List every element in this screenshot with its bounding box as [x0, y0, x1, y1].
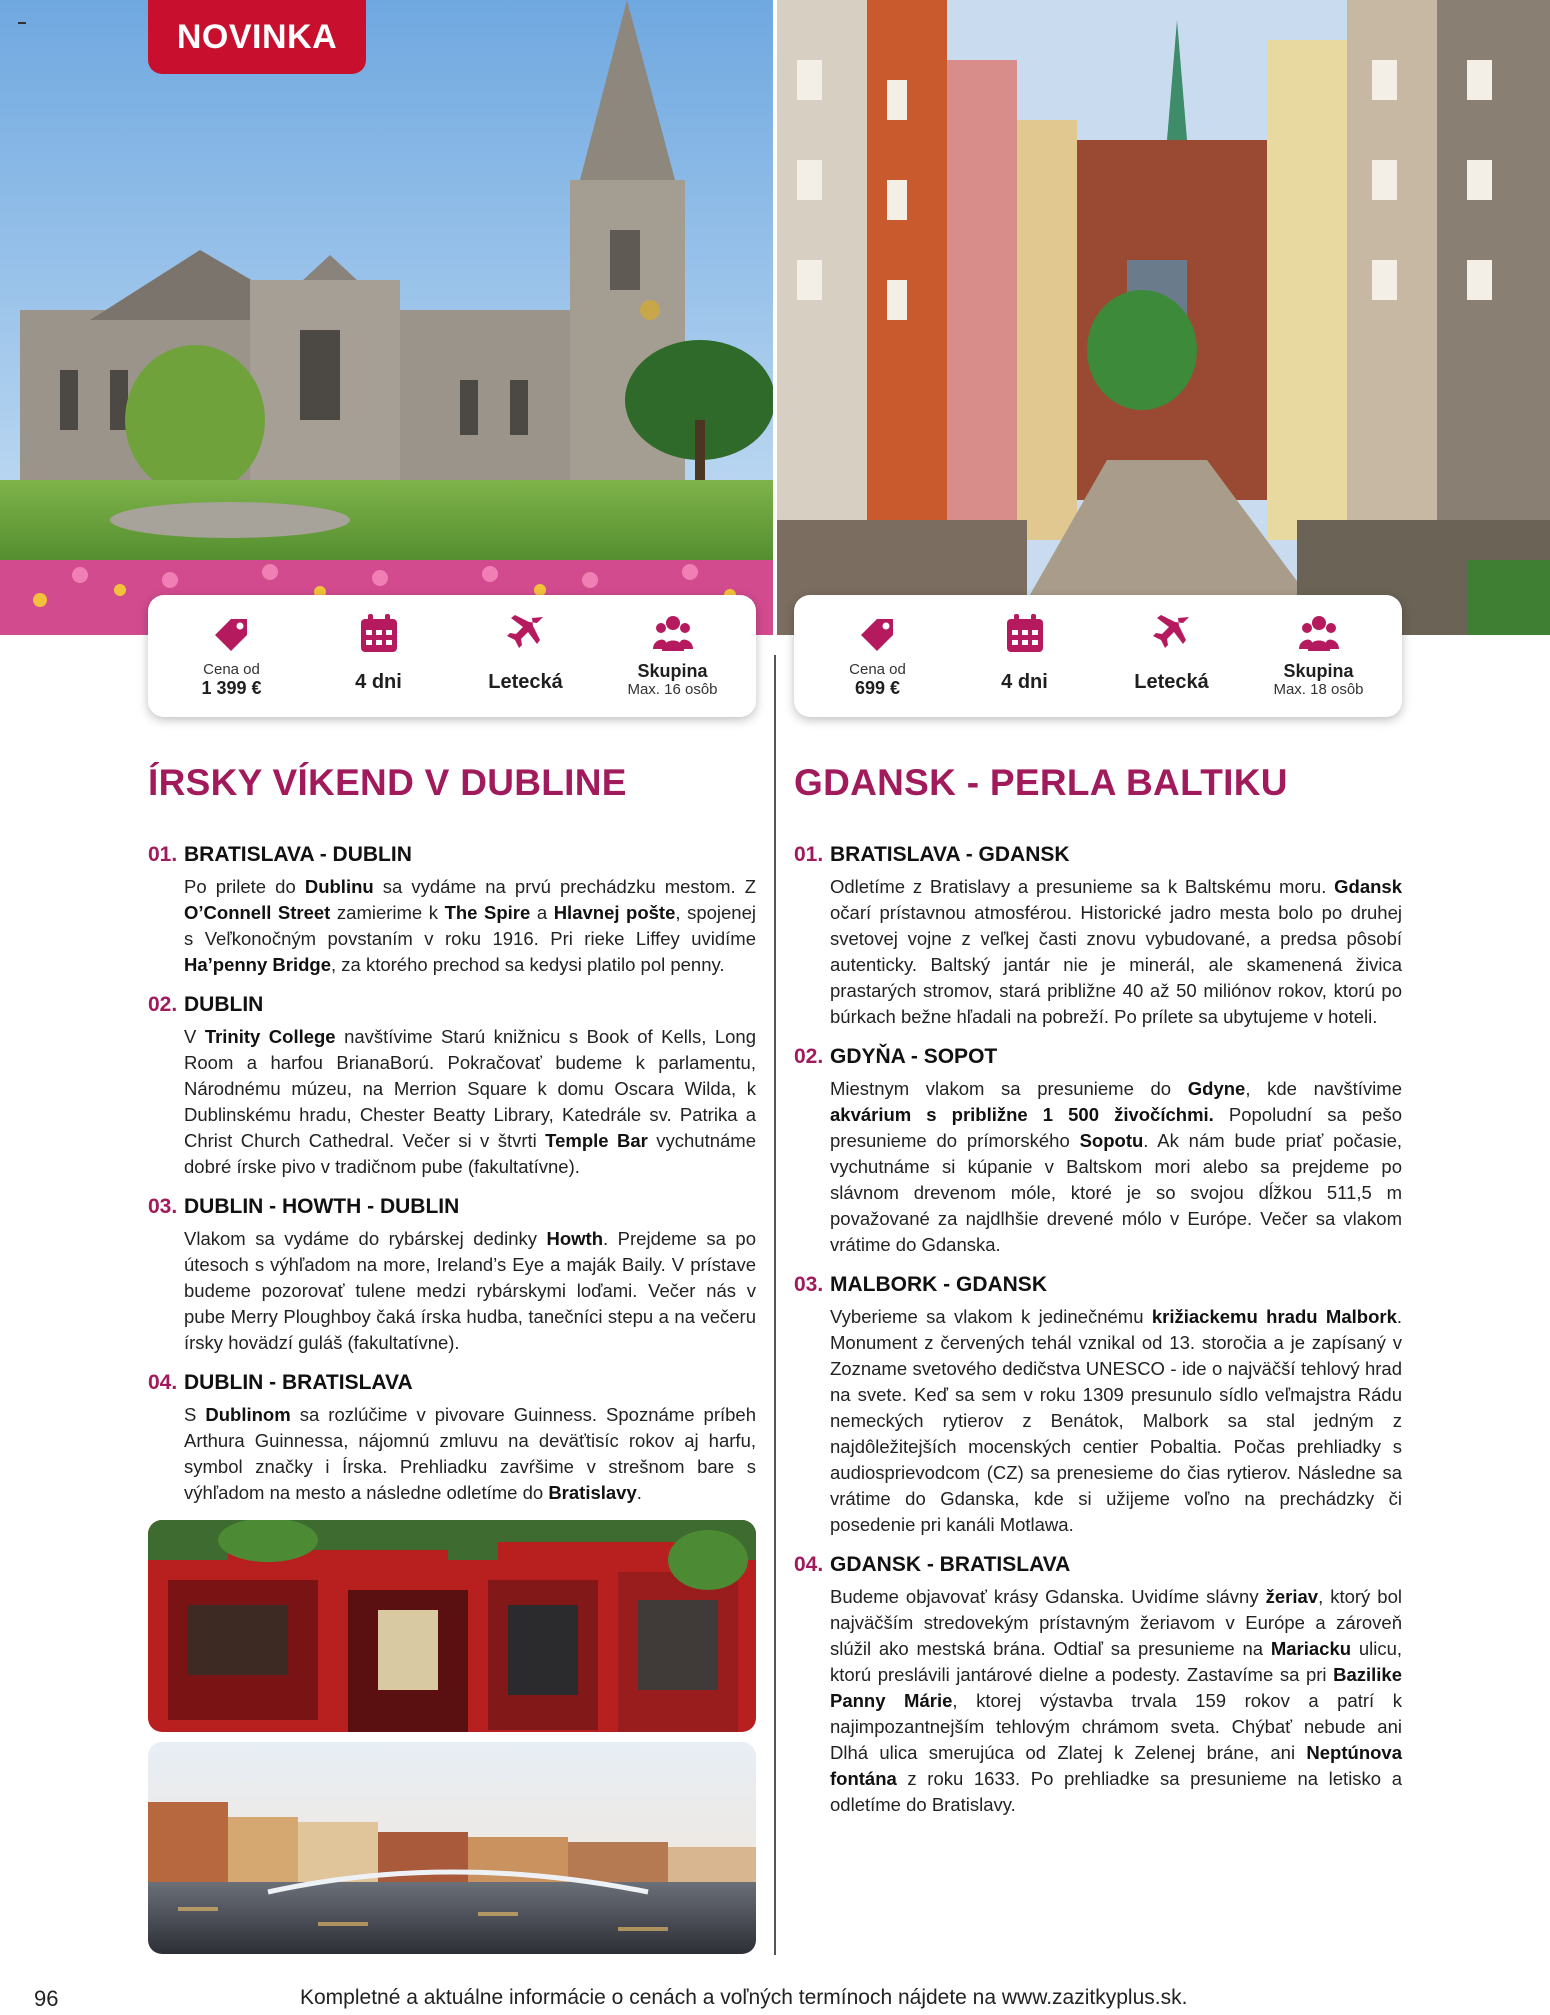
day-number: 02. — [794, 1045, 824, 1068]
day-title: MALBORK - GDANSK — [830, 1273, 1047, 1296]
dublin-cathedral-photo — [0, 0, 773, 635]
calendar-icon — [358, 613, 400, 655]
day-number: 01. — [794, 843, 824, 866]
transport-value: Letecká — [488, 671, 563, 693]
gdansk-street-photo — [777, 0, 1550, 635]
day-description: Vyberieme sa vlakom k jedinečnému križiackemu hradu Malbork. Monument z červených tehál vznikal od 13. storočia a je zapísaný v Zozname svetového dedičstva UNESCO - ide o najväčší tehlový hrad na svete. Keď sa sem v roku 1309 presunulo sídlo veľmajstra Rádu nemeckých rytierov z Benátok, Malbork sa stal jedným z najdôležitejších mocenských centier Pobaltia. Počas prehliadky s audiosprievodcom (CZ) sa prenesieme do čias rytierov. Následne sa vrátime do Gdanska, kde si užijeme voľno na prechádzky či posedenie pri kanáli Motlawa. — [830, 1306, 1402, 1535]
footer-note: Kompletné a aktuálne informácie o cenách a voľných termínoch nájdete na www.zazitkyplus.sk. — [300, 1986, 1188, 2009]
dublin-river-photo — [148, 1742, 756, 1954]
airplane-icon — [1151, 613, 1193, 655]
itinerary-day — [794, 842, 1402, 1030]
price-label: Cena od — [203, 661, 260, 678]
day-description: Odletíme z Bratislavy a presunieme sa k Baltskému moru. Gdansk očarí prístavnou atmosférou. Historické jadro mesta bolo po druhej svetovej vojne z veľkej časti znovu vybudované, a predsa pôsobí autenticky. Baltský jantár nie je minerál, ale skamenená živica prastarých stromov, stará približne 40 až 50 miliónov rokov, ktorú po búrkach bežne hľadali na pobreží. Po prílete sa ubytujeme v hoteli. — [830, 876, 1402, 1027]
transport-value: Letecká — [1134, 671, 1209, 693]
price-tag-icon — [211, 613, 253, 655]
price-info — [162, 613, 302, 703]
price-tag-icon — [857, 613, 899, 655]
itinerary-day — [148, 1370, 756, 1506]
day-number: 02. — [148, 993, 178, 1016]
tour-info-card-dublin — [148, 595, 756, 717]
itinerary-day — [794, 1552, 1402, 1818]
group-size: Max. 16 osôb — [627, 681, 718, 698]
itinerary-dublin — [148, 842, 756, 1506]
tour-title-dublin: ÍRSKY VÍKEND V DUBLINE — [148, 762, 627, 803]
itinerary-day — [148, 1194, 756, 1356]
duration-value: 4 dni — [1001, 671, 1048, 693]
day-description: Miestnym vlakom sa presunieme do Gdyne, kde navštívime akvárium s približne 1 500 živočíchmi. Popoludní sa pešo presunieme do prímorského Sopotu. Ak nám bude priať počasie, vychutnáme si kúpanie v Baltskom mori alebo sa prejdeme po slávnom drevenom móle, ktoré je so svojou dĺžkou 511,5 m považované za najdlhšie drevené mólo v Európe. Večer sa vlakom vrátime do Gdanska. — [830, 1078, 1403, 1255]
day-title: DUBLIN - HOWTH - DUBLIN — [184, 1195, 460, 1218]
transport-info — [456, 613, 596, 703]
group-icon — [652, 613, 694, 655]
group-info — [603, 613, 743, 703]
group-label: Skupina — [1283, 661, 1354, 681]
day-title: BRATISLAVA - GDANSK — [830, 843, 1070, 866]
itinerary-day — [794, 1044, 1402, 1258]
price-value: 1 399 € — [201, 678, 262, 698]
itinerary-day — [148, 992, 756, 1180]
duration-value: 4 dni — [355, 671, 402, 693]
price-label: Cena od — [849, 661, 906, 678]
duration-info — [955, 613, 1095, 703]
day-number: 03. — [794, 1273, 824, 1296]
group-info — [1249, 613, 1389, 703]
temple-bar-photo — [148, 1520, 756, 1732]
day-description: S Dublinom sa rozlúčime v pivovare Guinness. Spoznáme príbeh Arthura Guinnessa, nájomnú zmluvu na deväťtisíc rokov aj harfu, symbol značky i Írska. Prehliadku zavŕšime v strešnom bare s výhľadom na mesto a následne odletíme do Bratislavy. — [184, 1404, 756, 1503]
tour-title-gdansk: GDANSK - PERLA BALTIKU — [794, 762, 1288, 803]
duration-info — [309, 613, 449, 703]
itinerary-day — [148, 842, 756, 978]
day-description: Budeme objavovať krásy Gdanska. Uvidíme slávny žeriav, ktorý bol najväčším stredovekým prístavným žeriavom v Európe a zároveň slúžil ako mestská brána. Odtiaľ sa presunieme na Mariacku ulicu, ktorú preslávili jantárové dielne a podesty. Zastavíme sa pri Bazilike Panny Márie, ktorej výstavba trvala 159 rokov a patrí k najimpozantnejším tehlovým chrámom sveta. Chýbať nebude ani Dlhá ulica smerujúca od Zlatej k Zelenej bráne, ani Neptúnova fontána z roku 1633. Po prehliadke sa presunieme na letisko a odletíme do Bratislavy. — [830, 1586, 1403, 1815]
day-title: DUBLIN - BRATISLAVA — [184, 1371, 413, 1394]
day-number: 01. — [148, 843, 178, 866]
day-description: Po prilete do Dublinu sa vydáme na prvú prechádzku mestom. Z O’Connell Street zamierime k The Spire a Hlavnej pošte, spojenej s Veľkonočným povstaním v roku 1916. Pri rieke Liffey uvidíme Ha’penny Bridge, za ktorého prechod sa kedysi platilo pol penny. — [184, 876, 757, 975]
airplane-icon — [505, 613, 547, 655]
group-label: Skupina — [637, 661, 708, 681]
day-title: BRATISLAVA - DUBLIN — [184, 843, 412, 866]
day-title: DUBLIN — [184, 993, 264, 1016]
itinerary-day — [794, 1272, 1402, 1538]
day-number: 03. — [148, 1195, 178, 1218]
price-value: 699 € — [854, 678, 901, 698]
day-description: V Trinity College navštívime Starú knižnicu s Book of Kells, Long Room a harfou BrianaBorú. Pokračovať budeme k parlamentu, Národnému múzeu, na Merrion Square k domu Oscara Wilda, k Dublinskému hradu, Chester Beatty Library, Katedrále sv. Patrika a Christ Church Cathedral. Večer si v štvrti Temple Bar vychutnáme dobré írske pivo v tradičnom pube (fakultatívne). — [184, 1026, 757, 1177]
group-icon — [1298, 613, 1340, 655]
decorative-mark — [18, 22, 26, 24]
column-divider — [774, 655, 776, 1955]
transport-info — [1102, 613, 1242, 703]
calendar-icon — [1004, 613, 1046, 655]
new-badge: NOVINKA — [148, 0, 366, 74]
page-number: 96 — [34, 1986, 59, 2011]
day-title: GDANSK - BRATISLAVA — [830, 1553, 1071, 1576]
day-number: 04. — [794, 1553, 824, 1576]
itinerary-gdansk — [794, 842, 1402, 1818]
day-number: 04. — [148, 1371, 178, 1394]
group-size: Max. 18 osôb — [1273, 681, 1364, 698]
day-title: GDYŇA - SOPOT — [830, 1045, 998, 1068]
price-info — [808, 613, 948, 703]
day-description: Vlakom sa vydáme do rybárskej dedinky Howth. Prejdeme sa po útesoch s výhľadom na more, Ireland’s Eye a maják Baily. V prístave budeme pozorovať tulene medzi rybárskymi loďami. Večer nás v pube Merry Ploughboy čaká írska hudba, tanečníci stepu a na večeru írsky hovädzí guláš (fakultatívne). — [184, 1228, 756, 1353]
tour-info-card-gdansk — [794, 595, 1402, 717]
